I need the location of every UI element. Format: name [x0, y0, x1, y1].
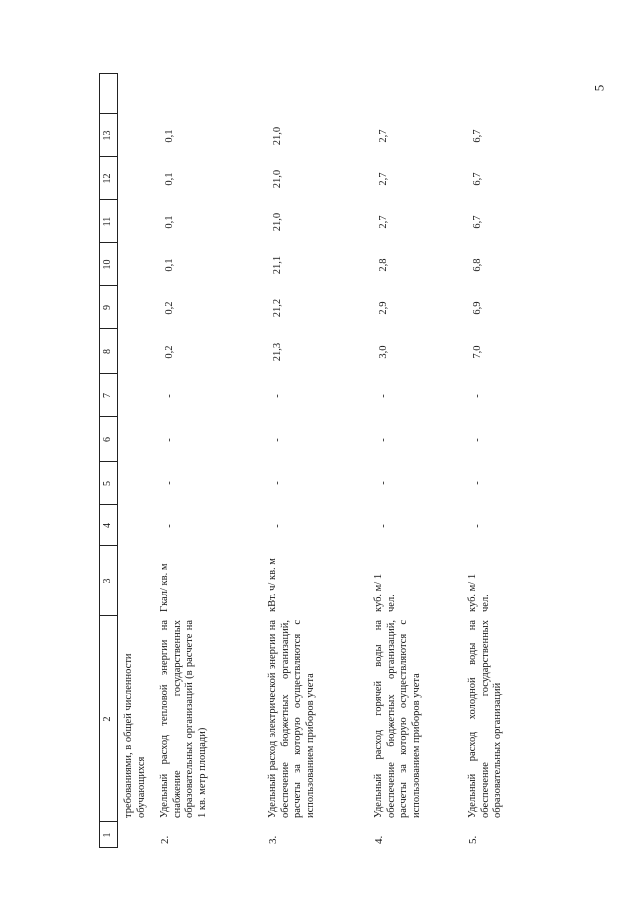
page-number: 5: [591, 84, 607, 92]
value-cell: -: [472, 394, 483, 398]
row-number: 3.: [267, 835, 279, 844]
row-number: 4.: [373, 835, 385, 844]
value-cell: 21,0: [272, 126, 283, 146]
value-cell: 2,7: [378, 215, 389, 229]
value-cell: 6,8: [472, 258, 483, 272]
header-cell: 8: [102, 349, 113, 354]
header-cell: 1: [102, 832, 113, 838]
row-name: Удельный расход тепловой энергии на снабжение государственных образовательных организаций (в расчете на 1 кв. метр площади): [159, 620, 208, 818]
header-cell: 5: [102, 481, 113, 486]
value-cell: 6,9: [472, 301, 483, 315]
value-cell: -: [472, 438, 483, 442]
value-cell: 21,3: [272, 342, 283, 362]
row-unit: куб. м/ 1 чел.: [467, 573, 491, 612]
header-cell: 7: [102, 393, 113, 398]
value-cell: 0,1: [164, 172, 175, 186]
value-cell: -: [378, 524, 389, 528]
row-name: Удельный расход электрической энергии на обеспечение бюджетных организаций, расчеты за которую осуществляются с использованием приборов учета: [267, 620, 316, 818]
header-cell: 11: [102, 216, 113, 227]
value-cell: -: [272, 481, 283, 485]
value-cell: 2,9: [378, 301, 389, 315]
value-cell: 21,0: [272, 212, 283, 232]
row-name: Удельный расход горячей воды на обеспечение бюджетных организаций, расчеты за которую осуществляются с использованием приборов учета: [373, 620, 422, 818]
value-cell: 0,2: [164, 301, 175, 315]
row-unit: кВт. ч/ кв. м: [267, 558, 278, 612]
value-cell: 0,2: [164, 345, 175, 359]
row-number: 5.: [467, 835, 479, 844]
value-cell: -: [472, 524, 483, 528]
value-cell: 6,7: [472, 129, 483, 143]
row-name: Удельный расход холодной воды на обеспечение государственных образовательных организаций: [467, 620, 503, 818]
header-cell: 6: [102, 437, 113, 442]
value-cell: 21,1: [272, 255, 283, 275]
value-cell: 3,0: [378, 345, 389, 359]
value-cell: -: [378, 438, 389, 442]
value-cell: 0,1: [164, 129, 175, 143]
value-cell: 6,7: [472, 172, 483, 186]
value-cell: 0,1: [164, 258, 175, 272]
value-cell: -: [378, 481, 389, 485]
header-cell: 2: [102, 716, 113, 722]
header-cell: 10: [102, 259, 113, 270]
value-cell: -: [272, 524, 283, 528]
continuation-text: требованиями, в общей численности обучающихся: [123, 653, 147, 818]
value-cell: -: [164, 394, 175, 398]
header-bottom-border: [117, 73, 118, 848]
value-cell: -: [472, 481, 483, 485]
value-cell: 0,1: [164, 215, 175, 229]
value-cell: -: [164, 438, 175, 442]
header-cell: 3: [102, 578, 113, 584]
row-number: 2.: [159, 835, 171, 844]
col-divider: [99, 73, 117, 74]
value-cell: 2,7: [378, 172, 389, 186]
value-cell: -: [272, 438, 283, 442]
header-cell: 13: [102, 130, 113, 141]
row-unit: Гкал/ кв. м: [159, 563, 170, 612]
value-cell: -: [272, 394, 283, 398]
value-cell: 6,7: [472, 215, 483, 229]
value-cell: -: [164, 524, 175, 528]
value-cell: -: [378, 394, 389, 398]
value-cell: 2,7: [378, 129, 389, 143]
value-cell: 2,8: [378, 258, 389, 272]
rotated-table: [99, 73, 517, 848]
header-cell: 4: [102, 523, 113, 528]
value-cell: -: [164, 481, 175, 485]
value-cell: 7,0: [472, 345, 483, 359]
row-unit: куб. м/ 1 чел.: [373, 573, 397, 612]
value-cell: 21,2: [272, 298, 283, 318]
value-cell: 21,0: [272, 169, 283, 189]
header-cell: 9: [102, 305, 113, 310]
header-cell: 12: [102, 173, 113, 184]
